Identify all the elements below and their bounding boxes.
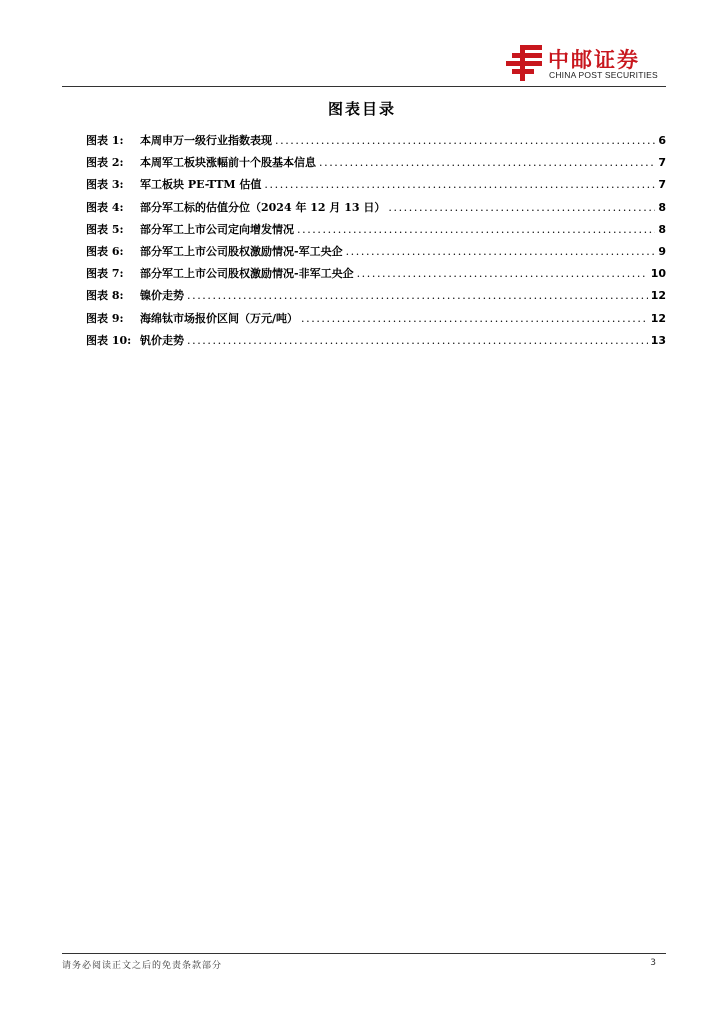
toc-entry-label: 图表 1:: [86, 134, 124, 147]
toc-entry-label: 图表 10:: [86, 333, 132, 347]
toc-entry[interactable]: [86, 265, 666, 287]
toc-entry-label: 图表 9:: [86, 311, 124, 325]
logo-chinese-text: 中邮证券: [548, 48, 640, 72]
toc-entry-page: 7: [658, 178, 666, 192]
toc-leader-dots: [301, 312, 648, 325]
toc-entry-title: 本周申万一级行业指数表现: [140, 134, 272, 147]
toc-entry-label: 图表 7:: [86, 267, 124, 281]
toc-leader-dots: [297, 223, 655, 236]
toc-entry[interactable]: [86, 243, 666, 265]
toc-entry-title: 部分军工上市公司股权激励情况-军工央企: [140, 244, 343, 258]
toc-entry-page: 6: [658, 134, 666, 147]
toc-entry[interactable]: [86, 310, 666, 332]
china-post-logo-icon: [506, 43, 546, 83]
toc-entry-label: 图表 3:: [86, 178, 124, 192]
toc-entry-page: 10: [650, 267, 666, 281]
logo-english-text: CHINA POST SECURITIES: [549, 70, 658, 80]
toc-entry-page: 13: [650, 333, 666, 347]
disclaimer-note: 请务必阅读正文之后的免责条款部分: [62, 961, 223, 971]
page-header: [62, 40, 666, 87]
toc-title: 图表目录: [327, 100, 396, 118]
toc-entry-title: 本周军工板块涨幅前十个股基本信息: [140, 156, 316, 170]
toc-entry[interactable]: [86, 287, 666, 309]
toc-leader-dots: [319, 156, 655, 169]
figure-toc-list: [86, 132, 666, 354]
page-number: 3: [650, 958, 656, 968]
toc-entry-page: 12: [650, 311, 666, 325]
toc-entry-label: 图表 4:: [86, 200, 124, 214]
toc-leader-dots: [346, 245, 656, 258]
company-logo: [506, 43, 666, 83]
toc-leader-dots: [357, 267, 648, 280]
toc-entry-page: 7: [658, 156, 666, 170]
toc-entry-title: 部分军工上市公司股权激励情况-非军工央企: [140, 267, 354, 281]
toc-entry-label: 图表 8:: [86, 289, 124, 303]
toc-leader-dots: [275, 134, 655, 147]
toc-entry-label: 图表 2:: [86, 156, 124, 170]
toc-entry[interactable]: [86, 132, 666, 154]
toc-entry[interactable]: [86, 199, 666, 221]
toc-leader-dots: [187, 289, 648, 302]
toc-entry[interactable]: [86, 332, 666, 354]
toc-entry[interactable]: [86, 176, 666, 198]
toc-entry-label: 图表 5:: [86, 222, 124, 236]
toc-entry-page: 12: [650, 289, 666, 303]
toc-entry-page: 8: [658, 222, 666, 236]
toc-entry-page: 9: [658, 244, 666, 258]
toc-entry[interactable]: [86, 154, 666, 176]
toc-entry-title: 镍价走势: [140, 289, 184, 303]
toc-entry-title: 海绵钛市场报价区间（万元/吨）: [140, 311, 299, 325]
toc-entry[interactable]: [86, 221, 666, 243]
page-footer: [62, 953, 666, 974]
toc-entry-page: 8: [658, 200, 666, 214]
toc-entry-title: 钒价走势: [140, 333, 184, 347]
toc-leader-dots: [264, 178, 655, 191]
toc-entry-title: 部分军工上市公司定向增发情况: [140, 222, 294, 236]
toc-entry-label: 图表 6:: [86, 244, 124, 258]
toc-leader-dots: [388, 201, 655, 214]
toc-entry-title: 部分军工标的估值分位（2024 年 12 月 13 日）: [140, 200, 386, 214]
toc-leader-dots: [187, 334, 648, 347]
toc-entry-title: 军工板块 PE-TTM 估值: [140, 178, 262, 192]
